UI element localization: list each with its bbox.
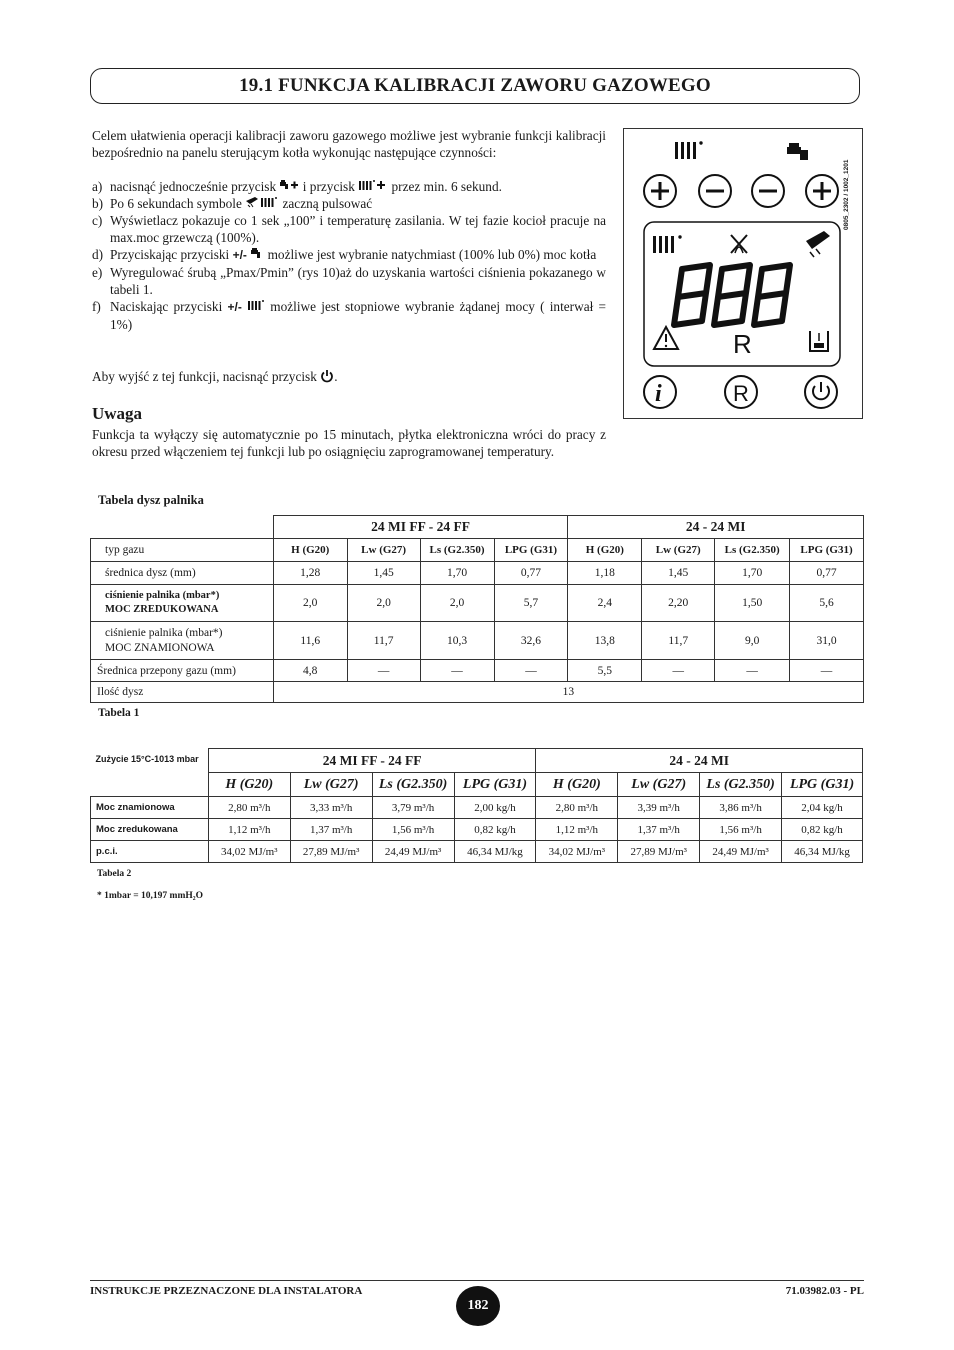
note-heading: Uwaga xyxy=(92,404,143,423)
consumption-table: Zużycie 15°C-1013 mbar 24 MI FF - 24 FF 24 - 24 MI H (G20) Lw (G27) Ls (G2.350) LPG (G31) H (G20) Lw (G27) Ls (G2.350) LPG (G31) Moc znamionowa 2,80 m³/h 3,33 m³/h 3,79 m³/h 2,00 kg/h 2,80 m³/h 3,39 m³/h 3,86 m³/h 2,04 kg/h Moc zredukowana 1,12 m³/h 1,37 m³/h 1,56 m³/h 0,82 kg/h 1,12 m³/h 1,37 m³/h 1,56 m³/h 0,82 kg/h p.c.i. 34,02 MJ/m³ 27,89 MJ/m³ 24,49 MJ/m³ 46,34 MJ/kg 34,02 MJ/m³ 27,89 MJ/m³ 24,49 MJ/m³ 46,34 MJ/kg xyxy=(90,748,863,863)
table2-caption: Tabela 2 xyxy=(97,869,132,879)
step-b: b) Po 6 sekundach symbole zaczną pulsować xyxy=(92,196,373,211)
nozzle-table xyxy=(90,515,864,703)
footer-left-text: INSTRUKCJE PRZEZNACZONE DLA INSTALATORA xyxy=(90,1285,363,1297)
radiator-icon xyxy=(247,299,265,312)
lcd-display xyxy=(644,222,840,366)
step-d: d) Przyciskając przyciski +/- możliwe jest wybranie natychmiast (100% lub 0%) moc kotła xyxy=(92,247,597,262)
tap-plus-icon xyxy=(279,179,299,192)
section-title: 19.1 FUNKCJA KALIBRACJI ZAWORU GAZOWEGO xyxy=(239,75,711,96)
footnote: * 1mbar = 10,197 mmH₂O xyxy=(97,891,203,901)
intro-paragraph: Celem ułatwienia operacji kalibracji zaworu gazowego możliwe jest wybranie funkcji kalibracji bezpośrednio na panelu sterującym kotła wykonując następujące czynności: xyxy=(92,128,606,160)
exit-instruction: Aby wyjść z tej funkcji, nacisnąć przycisk . xyxy=(92,369,338,384)
radiator-icon xyxy=(653,235,682,253)
svg-text:i: i xyxy=(655,381,662,407)
table-row: średnica dysz (mm) 1,28 1,45 1,70 0,77 1,18 1,45 1,70 0,77 xyxy=(91,562,864,585)
note-text: Funkcja ta wyłączy się automatycznie po 15 minutach, płytka elektroniczna wróci do pracy z okresu przed włączeniem tej funkcji lub po osiągnięciu zaprogramowanej temperatury. xyxy=(92,427,606,459)
step-a: a) nacisnąć jednocześnie przycisk i przycisk przez min. 6 sekund. xyxy=(92,179,502,194)
steps-list xyxy=(92,178,606,333)
tap-icon xyxy=(787,143,808,160)
tank-icon xyxy=(810,331,828,351)
control-panel-figure xyxy=(623,128,863,419)
radiator-icon xyxy=(675,141,703,159)
power-button[interactable] xyxy=(805,376,837,408)
table-row: Ilość dysz 13 xyxy=(91,682,864,703)
table-row: ciśnienie palnika (mbar*) MOC ZREDUKOWANA 2,0 2,0 2,0 5,7 2,4 2,20 1,50 5,6 xyxy=(91,585,864,622)
table-row: Średnica przepony gazu (mm) 4,8 — — — 5,5 — — — xyxy=(91,660,864,682)
table-row: typ gazu H (G20) Lw (G27) Ls (G2.350) LPG (G31) H (G20) Lw (G27) Ls (G2.350) LPG (G31) xyxy=(91,539,864,562)
section-title-box xyxy=(90,68,860,104)
table-row: Moc zredukowana 1,12 m³/h 1,37 m³/h 1,56 m³/h 0,82 kg/h 1,12 m³/h 1,37 m³/h 1,56 m³/h 0,82 kg/h xyxy=(91,819,863,841)
radiator-minus-button[interactable] xyxy=(699,175,731,207)
table1-label: Tabela dysz palnika xyxy=(98,493,204,507)
water-plus-button[interactable] xyxy=(806,175,838,207)
shower-icon xyxy=(806,231,830,257)
shower-radiator-icon xyxy=(245,196,279,209)
seven-segment-digits xyxy=(674,265,790,325)
table2-corner: Zużycie 15°C-1013 mbar xyxy=(95,753,199,764)
info-button[interactable] xyxy=(644,376,676,408)
table-row: ciśnienie palnika (mbar*) MOC ZNAMIONOWA 11,6 11,7 10,3 32,6 13,8 11,7 9,0 31,0 xyxy=(91,622,864,660)
group-header: 24 MI FF - 24 FF xyxy=(273,516,568,539)
radiator-plus-button[interactable] xyxy=(644,175,676,207)
table1-caption: Tabela 1 xyxy=(98,707,140,719)
flame-off-icon xyxy=(731,235,747,253)
group-header: 24 - 24 MI xyxy=(568,516,864,539)
figure-code: 0805_2302 / 1002_1201 xyxy=(843,159,850,230)
footer-divider xyxy=(90,1280,864,1281)
step-f: f) Naciskając przyciski +/- możliwe jest stopniowe wybranie żądanej mocy ( interwał = 1%) xyxy=(92,299,607,332)
water-minus-button[interactable] xyxy=(752,175,784,207)
radiator-plus-icon xyxy=(358,179,388,192)
step-e: e) Wyregulować śrubą „Pmax/Pmin” (rys 10)aż do uzyskania wartości ciśnienia pokazanego w tabeli 1. xyxy=(92,265,606,297)
warning-icon xyxy=(654,327,678,349)
svg-text:R: R xyxy=(733,381,749,406)
reset-r-icon: R xyxy=(733,329,752,359)
reset-button[interactable] xyxy=(725,376,757,408)
power-icon xyxy=(320,369,334,383)
tap-icon xyxy=(250,247,264,260)
table-row: p.c.i. 34,02 MJ/m³ 27,89 MJ/m³ 24,49 MJ/m³ 46,34 MJ/kg 34,02 MJ/m³ 27,89 MJ/m³ 24,49 MJ/m³ 46,34 MJ/kg xyxy=(91,841,863,863)
table-row: Moc znamionowa 2,80 m³/h 3,33 m³/h 3,79 m³/h 2,00 kg/h 2,80 m³/h 3,39 m³/h 3,86 m³/h 2,04 kg/h xyxy=(91,797,863,819)
footer-doc-code: 71.03982.03 - PL xyxy=(785,1285,864,1297)
page-number: 182 xyxy=(456,1286,500,1326)
step-c: c) Wyświetlacz pokazuje co 1 sek „100” i temperaturę zasilania. W tej fazie kocioł pracuje na max.moc grzewczą (100%). xyxy=(92,213,606,245)
